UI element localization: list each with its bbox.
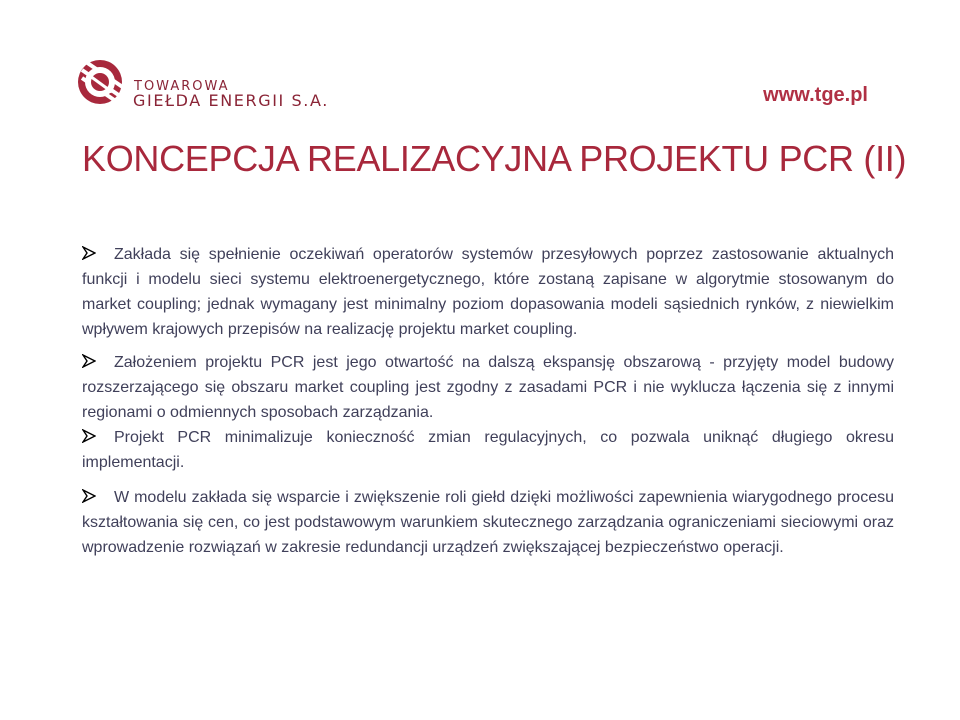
bullet-1 xyxy=(82,242,894,342)
arrow-bullet-icon xyxy=(82,425,114,450)
bullet-2 xyxy=(82,350,894,425)
bullet-1-text: Zakłada się spełnienie oczekiwań operatorów systemów przesyłowych poprzez zastosowanie aktualnych funkcji i modelu sieci systemu elektroenergetycznego, które zostaną zapisane w algorytmie stosowanym do market coupling; jednak wymagany jest minimalny poziom dopasowania modeli sąsiednich rynków, z niewielkim wpływem krajowych przepisów na realizację projektu market coupling. xyxy=(82,246,894,338)
bullet-2-text: Założeniem projektu PCR jest jego otwartość na dalszą ekspansję obszarową - przyjęty model budowy rozszerzającego się obszaru market coupling jest zgodny z zasadami PCR i nie wyklucza łączenia się z innymi regionami o odmiennych sposobach zarządzania. xyxy=(82,354,894,421)
tge-logo xyxy=(76,56,396,112)
bullet-3 xyxy=(82,425,894,475)
arrow-bullet-icon xyxy=(82,350,114,375)
bullet-3-text: Projekt PCR minimalizuje konieczność zmian regulacyjnych, co pozwala uniknąć długiego okresu implementacji. xyxy=(82,429,894,471)
slide-title: KONCEPCJA REALIZACYJNA PROJEKTU PCR (II) xyxy=(82,138,907,179)
bullet-4 xyxy=(82,485,894,560)
bullet-4-text: W modelu zakłada się wsparcie i zwiększenie roli giełd dzięki możliwości zapewnienia wiarygodnego procesu kształtowania się cen, co jest podstawowym warunkiem skutecznego zarządzania ograniczeniami sieciowymi oraz wprowadzenie rozwiązań w zakresie redundancji urządzeń zwiększającej bezpieczeństwo operacji. xyxy=(82,489,894,556)
slide-content xyxy=(82,242,894,560)
tge-emblem-icon xyxy=(76,56,132,112)
header xyxy=(0,0,960,120)
logo-line-2: GIEŁDA ENERGII S.A. xyxy=(133,91,329,110)
arrow-bullet-icon xyxy=(82,242,114,267)
site-url: www.tge.pl xyxy=(763,84,868,106)
arrow-bullet-icon xyxy=(82,485,114,510)
logo-line-1: TOWAROWA xyxy=(134,79,230,94)
